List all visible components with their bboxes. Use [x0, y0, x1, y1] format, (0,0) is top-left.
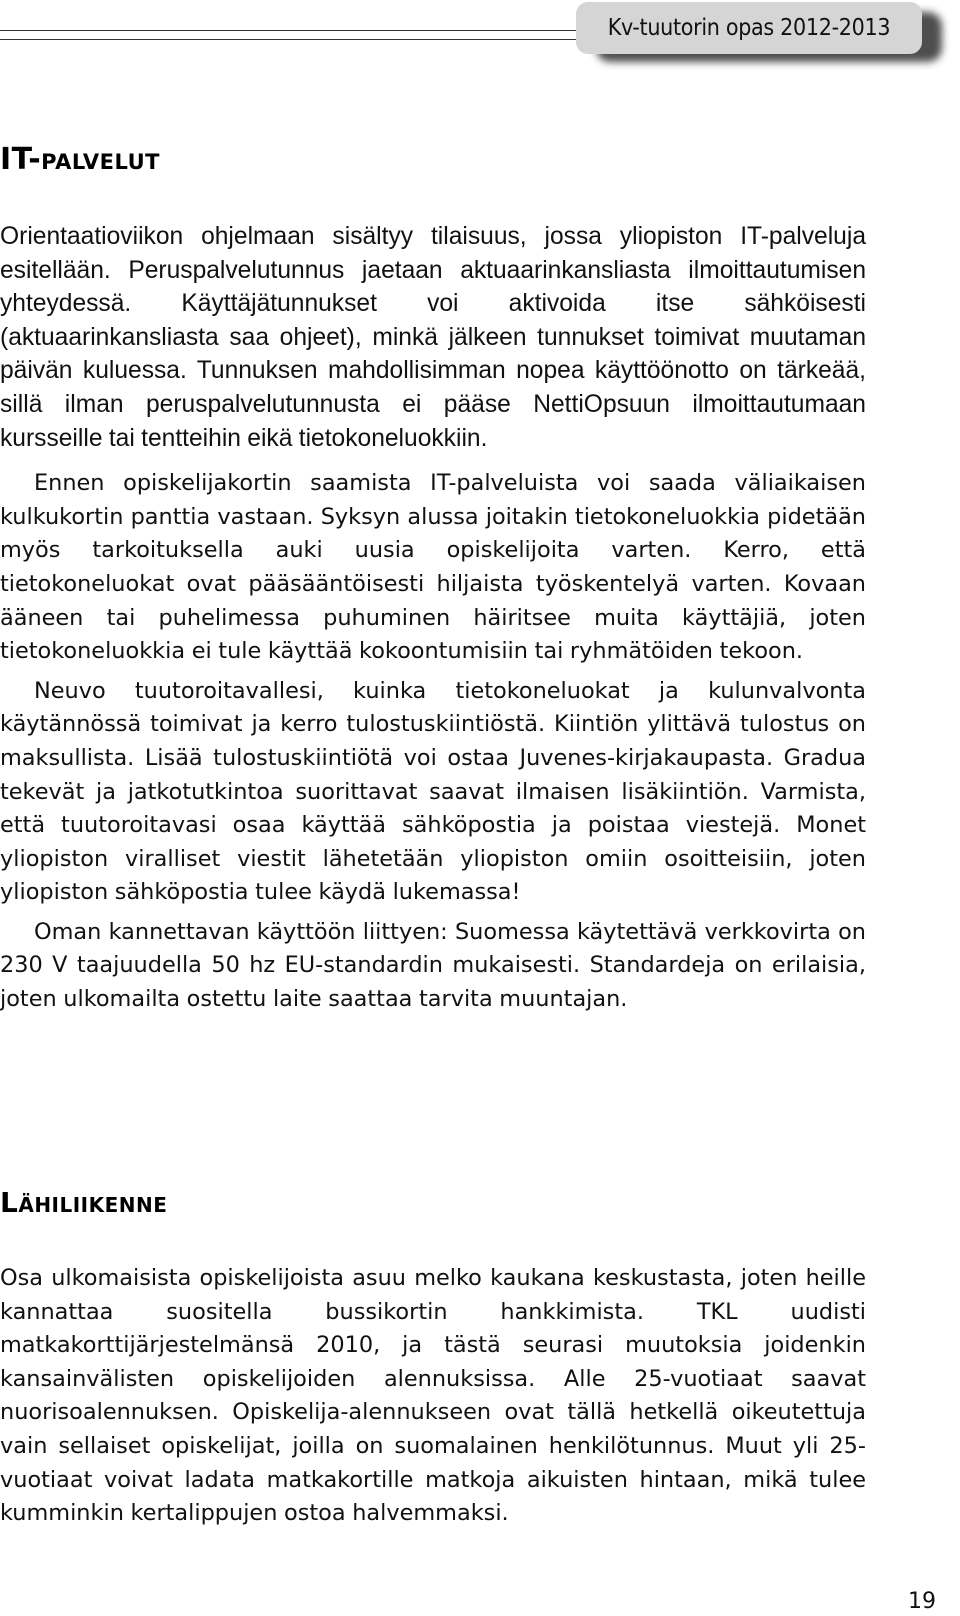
section-it-services-body — [0, 220, 866, 1017]
section-heading: Lähiliikenne — [0, 1186, 168, 1219]
paragraph: Ennen opiskelijakortin saamista IT-palveluista voi saada väliaikaisen kulkukortin panttia vastaan. Syksyn alussa joitakin tietokoneluokkia pidetään myös tarkoituksella auki uusia opiskelijoita varten. Kerro, että tietokoneluokat ovat pääsääntöisesti hiljaista työskentelyä varten. Kovaan ääneen tai puhelimessa puhuminen häiritsee muita käyttäjiä, joten tietokoneluokkia ei tule käyttää kokoontumisiin tai ryhmätöiden tekoon. — [0, 470, 866, 665]
running-title: Kv-tuutorin opas 2012-2013 — [576, 2, 922, 54]
header-rule — [0, 30, 582, 40]
paragraph: Neuvo tuutoroitavallesi, kuinka tietokoneluokat ja kulunvalvonta käytännössä toimivat ja kerro tulostuskiintiöstä. Kiintiön ylittävä tulostus on maksullista. Lisää tulostuskiintiötä voi ostaa Juvenes-kirjakaupasta. Gradua tekevät ja jatkotutkintoa suorittavat saavat ilmaisen lisäkiintiön. Varmista, että tuutoroitavasi osaa käyttää sähköpostia ja poistaa viestejä. Monet yliopiston viralliset viestit lähetetään yliopiston omiin osoitteisiin, joten yliopiston sähköpostia tulee käydä lukemassa! — [0, 677, 866, 906]
paragraph: Orientaatioviikon ohjelmaan sisältyy tilaisuus, jossa yliopiston IT-palveluja esitellään. Peruspalvelutunnus jaetaan aktuaarinkansliasta ilmoittautumisen yhteydessä. Käyttäjätunnukset voi aktivoida itse sähköisesti (aktuaarinkansliasta saa ohjeet), minkä jälkeen tunnukset toimivat muutaman päivän kuluessa. Tunnuksen mahdollisimman nopea käyttöönotto on tärkeää, sillä ilman peruspalvelutunnusta ei pääse NettiOpsuun ilmoittautumaan kursseille tai tentteihin eikä tietokoneluokkiin. — [0, 223, 866, 452]
section-local-transport-body — [0, 1262, 866, 1531]
page-number: 19 — [908, 1589, 936, 1614]
paragraph: Osa ulkomaisista opiskelijoista asuu melko kaukana keskustasta, joten heille kannattaa suositella bussikortin hankkimista. TKL uudisti matkakorttijärjestelmänsä 2010, ja tästä seurasi muutoksia joidenkin kansainvälisten opiskelijoiden alennuksissa. Alle 25-vuotiaat saavat nuorisoalennuksen. Opiskelija-alennukseen ovat tällä hetkellä oikeutettuja vain sellaiset opiskelijat, joilla on suomalainen henkilötunnus. Muut yli 25-vuotiaat voivat ladata matkakortille matkoja aikuisten hintaan, mikä tulee kumminkin kertalippujen ostoa halvemmaksi. — [0, 1265, 866, 1527]
paragraph: Oman kannettavan käyttöön liittyen: Suomessa käytettävä verkkovirta on 230 V taajuudella 50 hz EU-standardin mukaisesti. Standardeja on erilaisia, joten ulkomailta ostettu laite saattaa tarvita muuntajan. — [0, 918, 866, 1013]
section-heading: IT-palvelut — [0, 142, 160, 177]
